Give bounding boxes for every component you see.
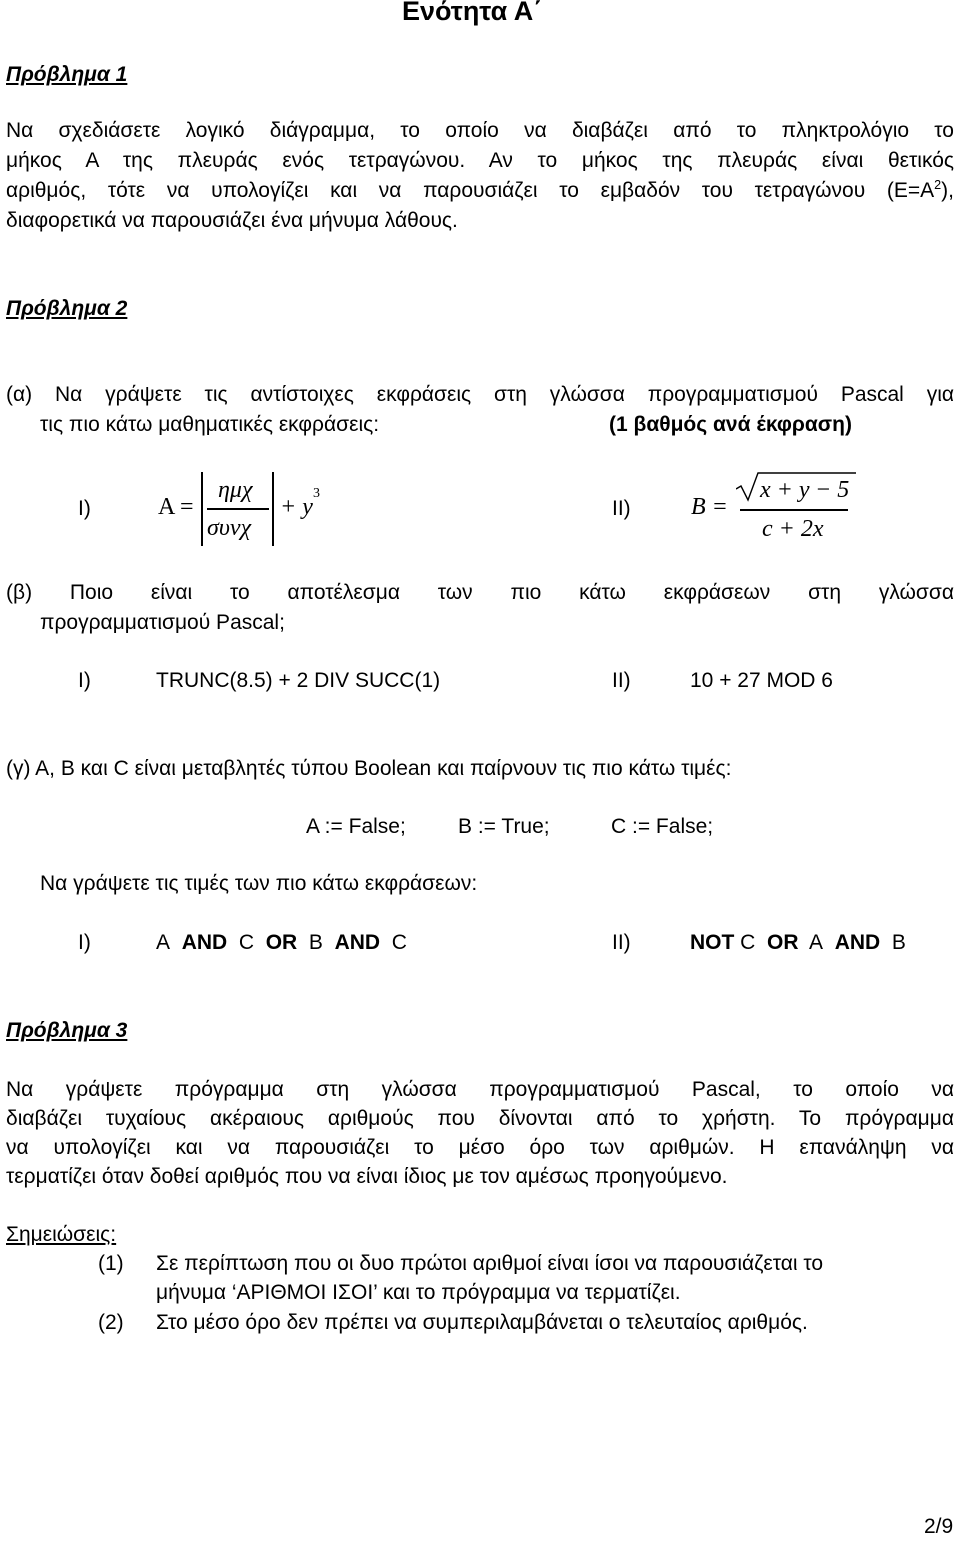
problem2-part-b-line-1: (β) Ποιο είναι το αποτέλεσμα των πιο κάτω εκφράσεων στη γλώσσα <box>6 581 954 604</box>
problem2-part-b-line-2: προγραμματισμού Pascal; <box>40 611 285 634</box>
part-b-expr2-label: II) <box>612 669 631 692</box>
part-c-expr2-label: II) <box>612 931 631 954</box>
abs-bar-left <box>201 472 203 546</box>
problem2-heading: Πρόβλημα 2 <box>6 297 128 320</box>
notes-heading: Σημειώσεις: <box>6 1223 117 1246</box>
part-c-expr1: A AND C OR B AND C <box>156 931 407 954</box>
problem3-line-1: Να γράψετε πρόγραμμα στη γλώσσα προγραμματισμού Pascal, το οποίο να <box>6 1078 954 1101</box>
area-formula-close: ), <box>941 179 954 202</box>
part-c-expr1-label: I) <box>78 931 91 954</box>
problem1-heading: Πρόβλημα 1 <box>6 63 128 86</box>
area-exponent: 2 <box>934 178 942 192</box>
note-1-line-2: μήνυμα ‘ΑΡΙΘΜΟΙ ΙΣΟΙ’ και το πρόγραμμα να τερματίζει. <box>156 1281 681 1304</box>
expr1-denominator: συνχ <box>207 515 252 541</box>
assign-c: C := False; <box>611 815 714 838</box>
expr2-denominator: c + 2x <box>762 516 824 542</box>
problem1-line-2: μήκος Α της πλευράς ενός τετραγώνου. Αν το μήκος της πλευράς είναι θετικός <box>6 149 954 172</box>
part-b-expr1-label: I) <box>78 669 91 692</box>
fraction-bar <box>740 509 848 511</box>
assign-a: A := False; <box>306 815 406 838</box>
problem3-line-2: διαβάζει τυχαίους ακέραιους αριθμούς που δίνονται από το χρήστη. Το πρόγραμμα <box>6 1107 954 1130</box>
problem1-line-4: διαφορετικά να παρουσιάζει ένα μήνυμα λάθους. <box>6 209 458 232</box>
note-2-line-1: Στο μέσο όρο δεν πρέπει να συμπεριλαμβάνεται ο τελευταίος αριθμός. <box>156 1311 808 1334</box>
problem2-part-c-line-1: (γ) Α, Β και C είναι μεταβλητές τύπου Boolean και παίρνουν τις πιο κάτω τιμές: <box>6 757 732 780</box>
expr1-plus-y: + y <box>280 494 313 520</box>
problem3-line-4: τερματίζει όταν δοθεί αριθμός που να είναι ίδιος με τον αμέσως προηγούμενο. <box>6 1165 728 1188</box>
note-2-number: (2) <box>98 1311 124 1334</box>
expr2-label: II) <box>612 497 631 520</box>
abs-bar-right <box>272 472 274 546</box>
part-b-expr2: 10 + 27 MOD 6 <box>690 669 833 692</box>
problem2-part-a-line-1: (α) Να γράψετε τις αντίστοιχες εκφράσεις στη γλώσσα προγραμματισμού Pascal για <box>6 383 954 406</box>
points-note: (1 βαθμός ανά έκφραση) <box>609 413 852 436</box>
expr2-radicand: x + y <box>760 477 810 503</box>
area-formula-text: αριθμός, τότε να υπολογίζει και να παρουσιάζει το εμβαδόν του τετραγώνου (Ε=Α <box>6 179 935 202</box>
page-number: 2/9 <box>924 1515 954 1538</box>
note-1-line-1: Σε περίπτωση που οι δυο πρώτοι αριθμοί είναι ίσοι να παρουσιάζεται το <box>156 1252 824 1275</box>
expr1-numerator: ημχ <box>218 477 253 503</box>
note-1-number: (1) <box>98 1252 124 1275</box>
problem3-heading: Πρόβλημα 3 <box>6 1019 128 1042</box>
expr1-exponent: 3 <box>313 486 320 501</box>
part-c-expr2: NOT C OR A AND B <box>690 931 906 954</box>
problem1-line-3 <box>6 180 954 201</box>
expr2-minus-five: − 5 <box>815 477 850 503</box>
problem2-part-a-line-2: τις πιο κάτω μαθηματικές εκφράσεις: <box>40 413 380 436</box>
problem1-line-1: Να σχεδιάσετε λογικό διάγραμμα, το οποίο να διαβάζει από το πληκτρολόγιο το <box>6 119 954 142</box>
problem2-part-c-line-2: Να γράψετε τις τιμές των πιο κάτω εκφράσεων: <box>40 872 478 895</box>
section-title: Ενότητα Α΄ <box>402 0 543 26</box>
assign-b: B := True; <box>458 815 550 838</box>
expr1-label: I) <box>78 497 91 520</box>
fraction-bar <box>207 508 269 510</box>
expr2-lhs: B = <box>691 494 728 520</box>
part-b-expr1: TRUNC(8.5) + 2 DIV SUCC(1) <box>156 669 441 692</box>
expr1-lhs: Α = <box>158 494 194 520</box>
problem3-line-3: να υπολογίζει και να παρουσιάζει το μέσο όρο των αριθμών. Η επανάληψη να <box>6 1136 954 1159</box>
